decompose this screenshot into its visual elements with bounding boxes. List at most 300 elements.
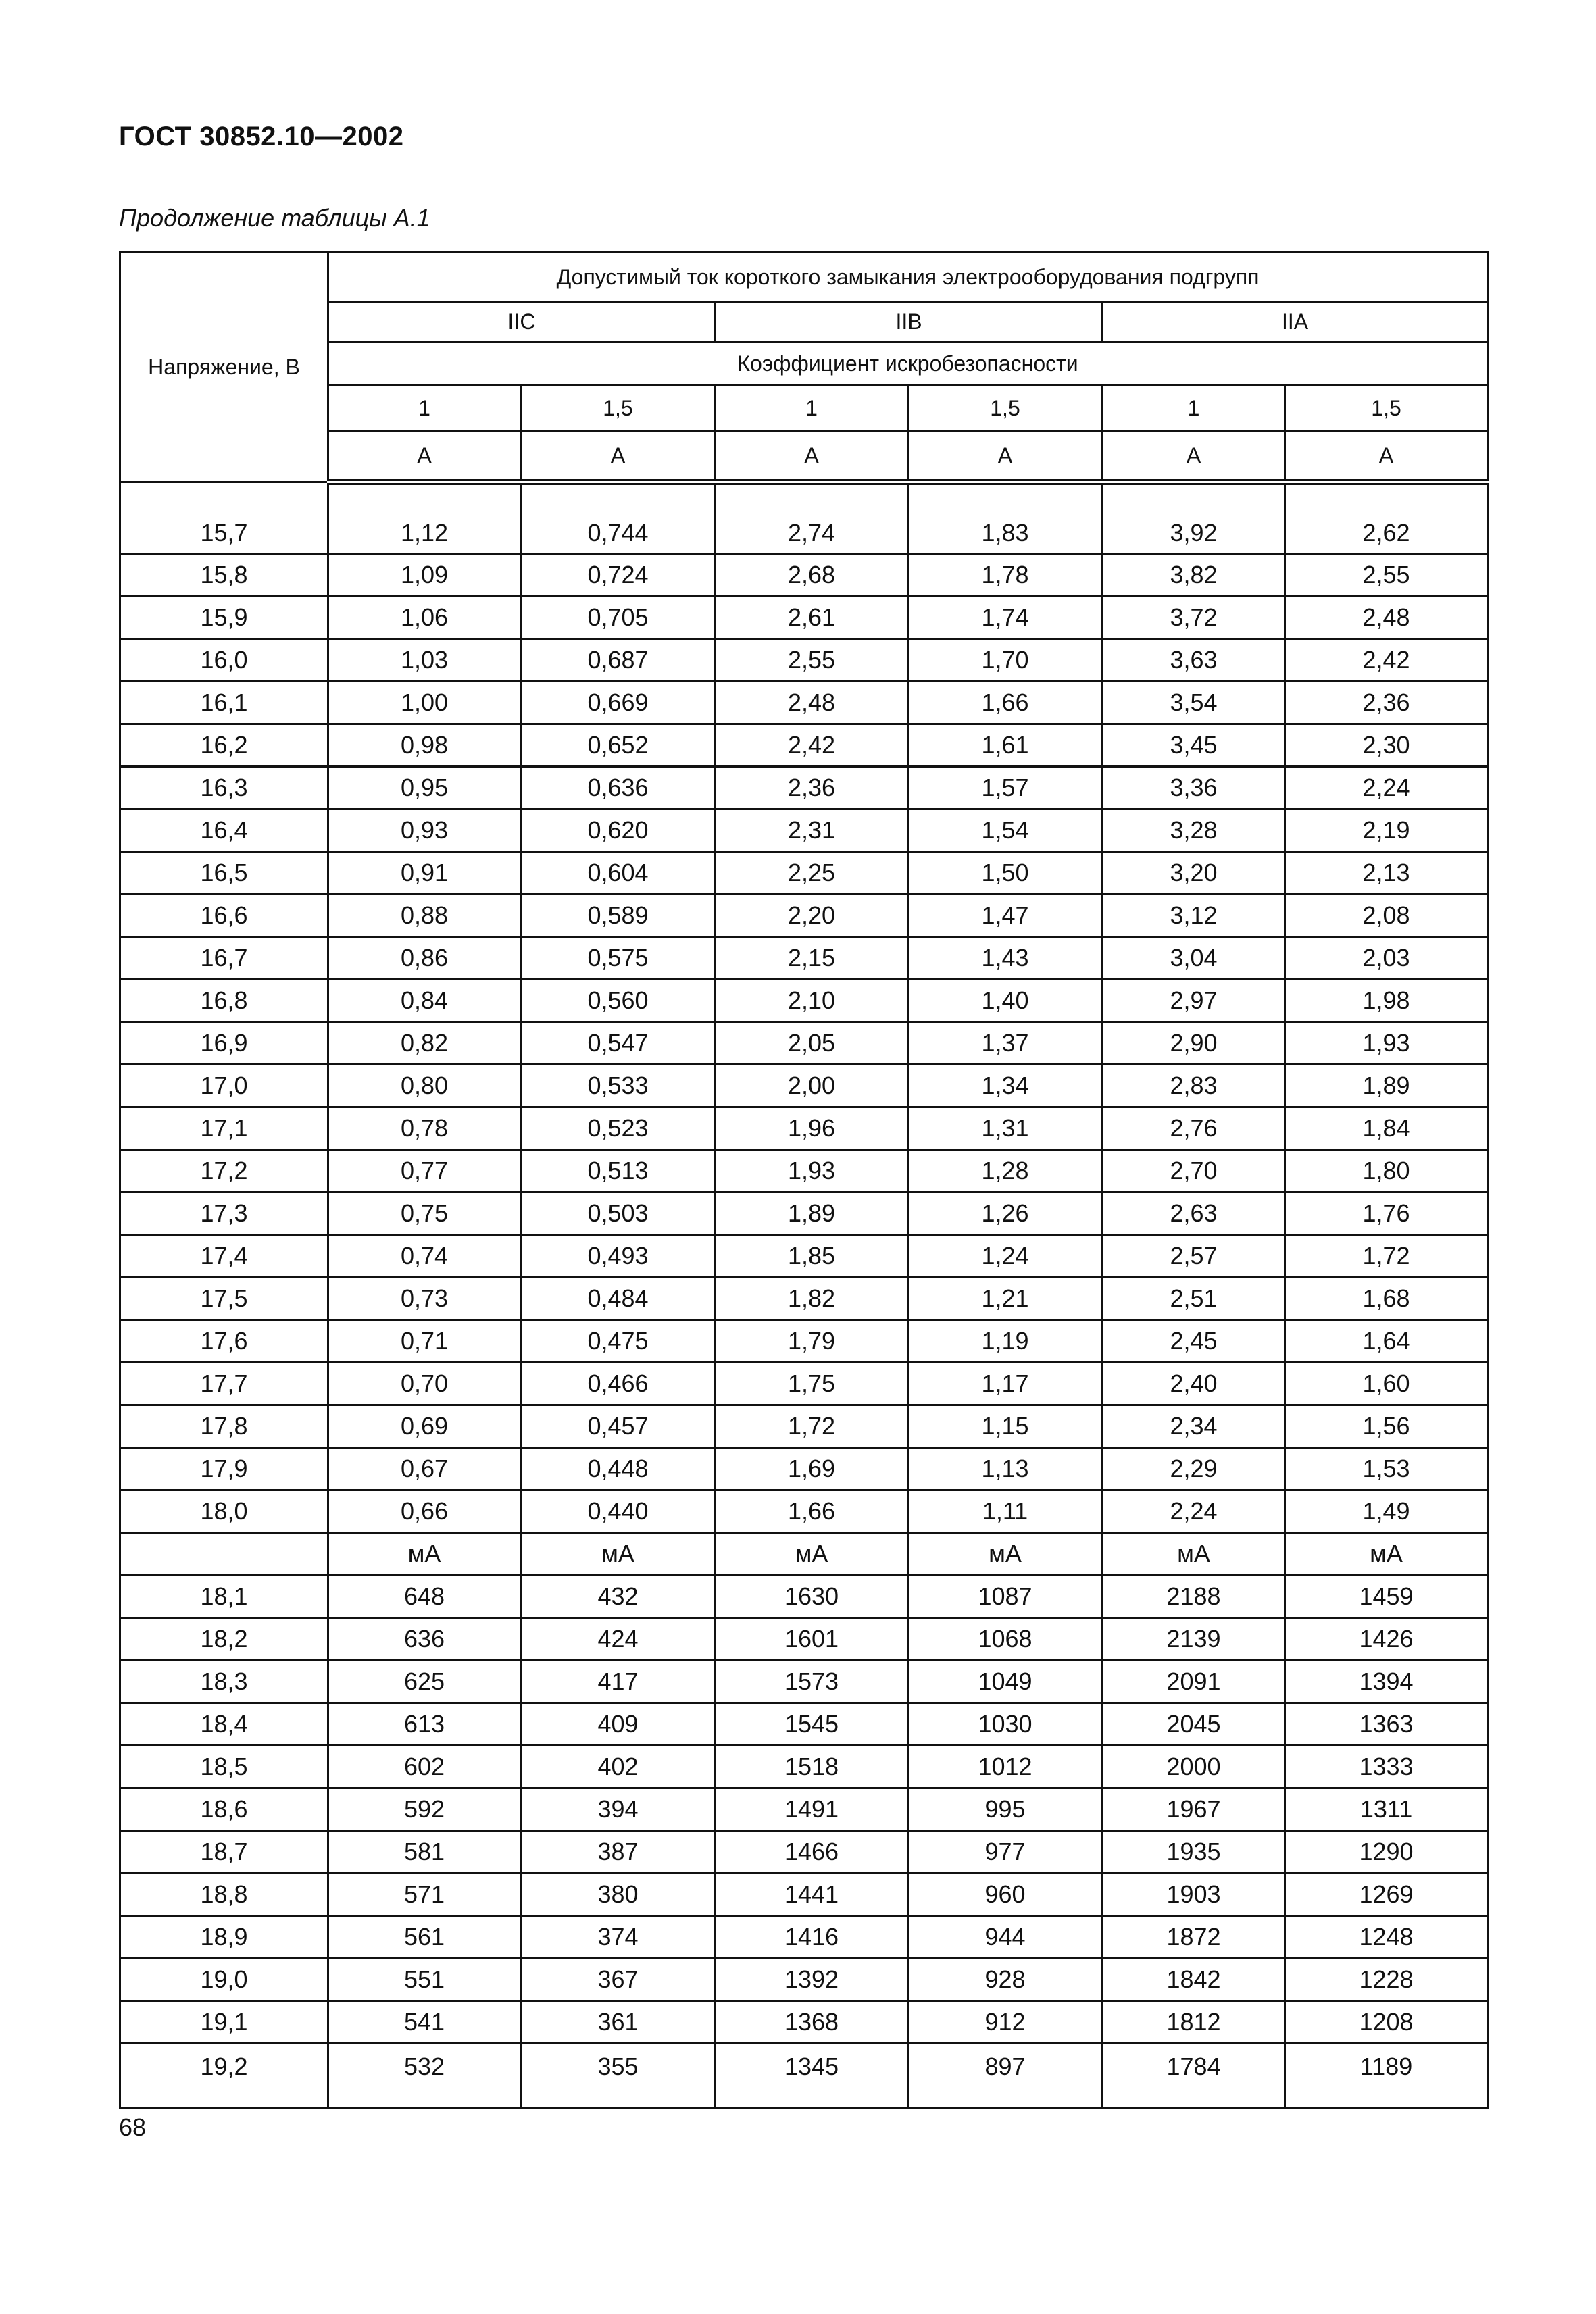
group-header-iic: IIC xyxy=(328,302,716,342)
current-cell: 928 xyxy=(908,1959,1103,2001)
current-cell: 0,75 xyxy=(328,1192,521,1235)
current-cell: 1,75 xyxy=(716,1363,908,1405)
current-cell: 1416 xyxy=(716,1916,908,1959)
table-row xyxy=(120,1576,1488,1618)
current-cell: 960 xyxy=(908,1873,1103,1916)
current-cell: 0,636 xyxy=(521,767,716,809)
current-cell: 1,66 xyxy=(908,682,1103,724)
current-cell: 1,74 xyxy=(908,597,1103,639)
current-cell: 1,56 xyxy=(1285,1405,1488,1448)
current-cell: 3,45 xyxy=(1103,724,1285,767)
current-cell: 1630 xyxy=(716,1576,908,1618)
current-cell: 0,93 xyxy=(328,809,521,852)
current-cell: 1,76 xyxy=(1285,1192,1488,1235)
current-cell: 561 xyxy=(328,1916,521,1959)
current-cell: 1345 xyxy=(716,2044,908,2108)
table-row xyxy=(120,1746,1488,1788)
table-row xyxy=(120,1703,1488,1746)
table-row xyxy=(120,1278,1488,1320)
voltage-column-header: Напряжение, В xyxy=(120,253,328,482)
table-row xyxy=(120,1959,1488,2001)
current-cell: 1189 xyxy=(1285,2044,1488,2108)
voltage-cell: 18,7 xyxy=(120,1831,328,1873)
current-cell: 1,98 xyxy=(1285,980,1488,1022)
voltage-cell: 17,8 xyxy=(120,1405,328,1448)
current-cell: 1935 xyxy=(1103,1831,1285,1873)
current-cell: 1,85 xyxy=(716,1235,908,1278)
current-cell: 2188 xyxy=(1103,1576,1285,1618)
current-cell: 1,60 xyxy=(1285,1363,1488,1405)
current-cell: 1208 xyxy=(1285,2001,1488,2044)
voltage-cell: 16,7 xyxy=(120,937,328,980)
table-row xyxy=(120,2044,1488,2108)
voltage-cell: 16,3 xyxy=(120,767,328,809)
current-cell: 3,36 xyxy=(1103,767,1285,809)
current-cell: 3,12 xyxy=(1103,895,1285,937)
current-cell: 2,25 xyxy=(716,852,908,895)
current-cell: 2091 xyxy=(1103,1661,1285,1703)
current-cell: мА xyxy=(716,1533,908,1576)
current-cell: 581 xyxy=(328,1831,521,1873)
current-cell: 1,28 xyxy=(908,1150,1103,1192)
current-cell: 361 xyxy=(521,2001,716,2044)
current-cell: 0,620 xyxy=(521,809,716,852)
current-cell: 1,37 xyxy=(908,1022,1103,1065)
current-cell: 409 xyxy=(521,1703,716,1746)
current-table xyxy=(119,251,1489,2109)
current-cell: 0,71 xyxy=(328,1320,521,1363)
current-cell: 1,49 xyxy=(1285,1490,1488,1533)
current-cell: 1967 xyxy=(1103,1788,1285,1831)
current-cell: 2,90 xyxy=(1103,1022,1285,1065)
current-cell: 2,42 xyxy=(1285,639,1488,682)
current-cell: 2,48 xyxy=(716,682,908,724)
voltage-cell: 18,8 xyxy=(120,1873,328,1916)
current-cell: 2,83 xyxy=(1103,1065,1285,1107)
current-cell: 2,00 xyxy=(716,1065,908,1107)
voltage-cell: 16,0 xyxy=(120,639,328,682)
current-cell: 1,66 xyxy=(716,1490,908,1533)
voltage-cell: 17,7 xyxy=(120,1363,328,1405)
current-cell: 2,70 xyxy=(1103,1150,1285,1192)
current-cell: 1784 xyxy=(1103,2044,1285,2108)
current-cell: 0,493 xyxy=(521,1235,716,1278)
table-caption: Продолжение таблицы А.1 xyxy=(119,204,430,232)
current-cell: 1068 xyxy=(908,1618,1103,1661)
voltage-cell: 18,4 xyxy=(120,1703,328,1746)
current-cell: 0,484 xyxy=(521,1278,716,1320)
voltage-cell: 18,0 xyxy=(120,1490,328,1533)
voltage-cell: 17,6 xyxy=(120,1320,328,1363)
voltage-cell: 17,5 xyxy=(120,1278,328,1320)
current-cell: 1441 xyxy=(716,1873,908,1916)
voltage-cell: 15,9 xyxy=(120,597,328,639)
voltage-cell: 18,3 xyxy=(120,1661,328,1703)
current-cell: 402 xyxy=(521,1746,716,1788)
current-cell: 2,55 xyxy=(716,639,908,682)
current-cell: 1601 xyxy=(716,1618,908,1661)
current-cell: 2,24 xyxy=(1285,767,1488,809)
current-cell: 1,19 xyxy=(908,1320,1103,1363)
current-cell: 0,80 xyxy=(328,1065,521,1107)
current-cell: 1,26 xyxy=(908,1192,1103,1235)
current-cell: 2,15 xyxy=(716,937,908,980)
coefficient-value: 1,5 xyxy=(908,386,1103,431)
current-cell: 0,575 xyxy=(521,937,716,980)
current-cell: 2,29 xyxy=(1103,1448,1285,1490)
current-cell: 0,724 xyxy=(521,554,716,597)
current-cell: мА xyxy=(521,1533,716,1576)
current-cell: мА xyxy=(1285,1533,1488,1576)
current-cell: 1,50 xyxy=(908,852,1103,895)
current-cell: 380 xyxy=(521,1873,716,1916)
current-cell: 1,82 xyxy=(716,1278,908,1320)
current-cell: 0,744 xyxy=(521,482,716,554)
current-cell: 1,00 xyxy=(328,682,521,724)
current-cell: 995 xyxy=(908,1788,1103,1831)
table-row xyxy=(120,1192,1488,1235)
current-cell: 2,31 xyxy=(716,809,908,852)
voltage-cell: 16,6 xyxy=(120,895,328,937)
current-cell: 636 xyxy=(328,1618,521,1661)
current-cell: 3,63 xyxy=(1103,639,1285,682)
unit-cell: А xyxy=(328,431,521,482)
current-cell: 1228 xyxy=(1285,1959,1488,2001)
current-cell: 1491 xyxy=(716,1788,908,1831)
unit-cell: А xyxy=(908,431,1103,482)
current-cell: 417 xyxy=(521,1661,716,1703)
table-row xyxy=(120,482,1488,554)
table-row xyxy=(120,1320,1488,1363)
page-number: 68 xyxy=(119,2113,147,2141)
current-cell: 355 xyxy=(521,2044,716,2108)
current-cell: 0,513 xyxy=(521,1150,716,1192)
current-cell: 0,74 xyxy=(328,1235,521,1278)
current-cell: 551 xyxy=(328,1959,521,2001)
current-cell: мА xyxy=(908,1533,1103,1576)
current-cell: 1,84 xyxy=(1285,1107,1488,1150)
header-row-current xyxy=(120,253,1488,302)
current-cell: 0,69 xyxy=(328,1405,521,1448)
current-cell: 0,503 xyxy=(521,1192,716,1235)
current-cell: 1269 xyxy=(1285,1873,1488,1916)
voltage-cell: 19,1 xyxy=(120,2001,328,2044)
current-cell: 1,57 xyxy=(908,767,1103,809)
current-cell: 1,09 xyxy=(328,554,521,597)
current-cell: 2,76 xyxy=(1103,1107,1285,1150)
current-cell: 432 xyxy=(521,1576,716,1618)
current-cell: 1,64 xyxy=(1285,1320,1488,1363)
current-cell: 1311 xyxy=(1285,1788,1488,1831)
voltage-cell: 17,2 xyxy=(120,1150,328,1192)
current-cell: 1,79 xyxy=(716,1320,908,1363)
current-cell: 1,61 xyxy=(908,724,1103,767)
current-cell: 2,97 xyxy=(1103,980,1285,1022)
table-row xyxy=(120,1405,1488,1448)
current-cell: 2,48 xyxy=(1285,597,1488,639)
table-row xyxy=(120,1618,1488,1661)
voltage-cell: 19,2 xyxy=(120,2044,328,2108)
current-cell: 2,63 xyxy=(1103,1192,1285,1235)
current-cell: 1,89 xyxy=(1285,1065,1488,1107)
current-cell: 1363 xyxy=(1285,1703,1488,1746)
current-cell: 424 xyxy=(521,1618,716,1661)
current-cell: 2,51 xyxy=(1103,1278,1285,1320)
current-cell: 1,03 xyxy=(328,639,521,682)
current-cell: 625 xyxy=(328,1661,521,1703)
current-cell: 1903 xyxy=(1103,1873,1285,1916)
group-header-iib: IIB xyxy=(716,302,1103,342)
current-cell: 602 xyxy=(328,1746,521,1788)
current-cell: 0,70 xyxy=(328,1363,521,1405)
current-cell: 0,475 xyxy=(521,1320,716,1363)
voltage-cell xyxy=(120,1533,328,1576)
current-cell: 571 xyxy=(328,1873,521,1916)
current-cell: 1872 xyxy=(1103,1916,1285,1959)
current-cell: 3,72 xyxy=(1103,597,1285,639)
current-cell: 1812 xyxy=(1103,2001,1285,2044)
current-cell: 0,589 xyxy=(521,895,716,937)
current-cell: 1,69 xyxy=(716,1448,908,1490)
current-cell: 1030 xyxy=(908,1703,1103,1746)
current-cell: 1333 xyxy=(1285,1746,1488,1788)
current-cell: 3,92 xyxy=(1103,482,1285,554)
current-cell: 0,95 xyxy=(328,767,521,809)
current-cell: 1,34 xyxy=(908,1065,1103,1107)
table-row xyxy=(120,767,1488,809)
current-cell: 2,36 xyxy=(716,767,908,809)
current-cell: 3,20 xyxy=(1103,852,1285,895)
voltage-cell: 16,4 xyxy=(120,809,328,852)
coefficient-value: 1 xyxy=(328,386,521,431)
current-cell: 613 xyxy=(328,1703,521,1746)
current-cell: 1,11 xyxy=(908,1490,1103,1533)
current-cell: 1,89 xyxy=(716,1192,908,1235)
current-cell: 1459 xyxy=(1285,1576,1488,1618)
coefficient-header: Коэффициент искробезопасности xyxy=(328,342,1488,386)
current-cell: 1466 xyxy=(716,1831,908,1873)
coefficient-value: 1 xyxy=(1103,386,1285,431)
coefficient-value: 1,5 xyxy=(521,386,716,431)
current-cell: 1,93 xyxy=(1285,1022,1488,1065)
current-cell: 897 xyxy=(908,2044,1103,2108)
current-cell: 2,08 xyxy=(1285,895,1488,937)
current-cell: 1,53 xyxy=(1285,1448,1488,1490)
current-cell: 1248 xyxy=(1285,1916,1488,1959)
current-cell: 1518 xyxy=(716,1746,908,1788)
voltage-cell: 18,6 xyxy=(120,1788,328,1831)
current-cell: 2,61 xyxy=(716,597,908,639)
current-cell: 2,24 xyxy=(1103,1490,1285,1533)
current-cell: 977 xyxy=(908,1831,1103,1873)
current-cell: 2,34 xyxy=(1103,1405,1285,1448)
current-cell: 2139 xyxy=(1103,1618,1285,1661)
current-cell: 1,21 xyxy=(908,1278,1103,1320)
current-cell: 0,547 xyxy=(521,1022,716,1065)
table-row xyxy=(120,1235,1488,1278)
current-cell: 0,440 xyxy=(521,1490,716,1533)
current-cell: 1290 xyxy=(1285,1831,1488,1873)
voltage-cell: 19,0 xyxy=(120,1959,328,2001)
table-row xyxy=(120,1448,1488,1490)
current-cell: 1,72 xyxy=(716,1405,908,1448)
current-cell: 1573 xyxy=(716,1661,908,1703)
current-cell: 0,652 xyxy=(521,724,716,767)
voltage-cell: 15,8 xyxy=(120,554,328,597)
voltage-cell: 16,9 xyxy=(120,1022,328,1065)
current-cell: мА xyxy=(328,1533,521,1576)
unit-cell: А xyxy=(1103,431,1285,482)
current-cell: 2,62 xyxy=(1285,482,1488,554)
current-cell: 1368 xyxy=(716,2001,908,2044)
current-cell: 1842 xyxy=(1103,1959,1285,2001)
current-cell: 2045 xyxy=(1103,1703,1285,1746)
current-cell: 2000 xyxy=(1103,1746,1285,1788)
current-cell: 0,88 xyxy=(328,895,521,937)
voltage-cell: 17,0 xyxy=(120,1065,328,1107)
table-row xyxy=(120,597,1488,639)
current-cell: 1394 xyxy=(1285,1661,1488,1703)
coefficient-value: 1,5 xyxy=(1285,386,1488,431)
current-cell: 0,457 xyxy=(521,1405,716,1448)
voltage-cell: 17,4 xyxy=(120,1235,328,1278)
table-row xyxy=(120,682,1488,724)
table-row xyxy=(120,809,1488,852)
current-cell: 2,10 xyxy=(716,980,908,1022)
table-row xyxy=(120,1788,1488,1831)
current-cell: 1392 xyxy=(716,1959,908,2001)
table-row xyxy=(120,1490,1488,1533)
current-cell: 1426 xyxy=(1285,1618,1488,1661)
table-row xyxy=(120,1065,1488,1107)
unit-cell: А xyxy=(716,431,908,482)
table-row xyxy=(120,724,1488,767)
table-row xyxy=(120,1150,1488,1192)
current-cell: 912 xyxy=(908,2001,1103,2044)
current-cell: 1,83 xyxy=(908,482,1103,554)
voltage-cell: 18,2 xyxy=(120,1618,328,1661)
current-cell: 1,06 xyxy=(328,597,521,639)
current-cell: 3,28 xyxy=(1103,809,1285,852)
current-cell: 0,533 xyxy=(521,1065,716,1107)
current-cell: 2,55 xyxy=(1285,554,1488,597)
voltage-cell: 18,9 xyxy=(120,1916,328,1959)
current-cell: 1,12 xyxy=(328,482,521,554)
table-row xyxy=(120,1363,1488,1405)
current-cell: 1049 xyxy=(908,1661,1103,1703)
table-row xyxy=(120,1916,1488,1959)
current-cell: 387 xyxy=(521,1831,716,1873)
current-cell: 2,57 xyxy=(1103,1235,1285,1278)
table-row xyxy=(120,980,1488,1022)
current-cell: 1,78 xyxy=(908,554,1103,597)
voltage-cell: 17,9 xyxy=(120,1448,328,1490)
group-header-iia: IIA xyxy=(1103,302,1488,342)
current-cell: 394 xyxy=(521,1788,716,1831)
unit-cell: А xyxy=(521,431,716,482)
current-cell: 944 xyxy=(908,1916,1103,1959)
current-cell: 2,74 xyxy=(716,482,908,554)
current-cell: 3,82 xyxy=(1103,554,1285,597)
current-cell: 0,91 xyxy=(328,852,521,895)
current-cell: 0,705 xyxy=(521,597,716,639)
current-cell: 1,13 xyxy=(908,1448,1103,1490)
current-cell: 0,78 xyxy=(328,1107,521,1150)
table-row xyxy=(120,852,1488,895)
current-cell: 3,04 xyxy=(1103,937,1285,980)
table-row xyxy=(120,895,1488,937)
current-cell: 0,466 xyxy=(521,1363,716,1405)
current-cell: 648 xyxy=(328,1576,521,1618)
current-cell: 1,47 xyxy=(908,895,1103,937)
current-cell: 1,70 xyxy=(908,639,1103,682)
voltage-cell: 18,5 xyxy=(120,1746,328,1788)
current-cell: 0,98 xyxy=(328,724,521,767)
current-cell: 0,448 xyxy=(521,1448,716,1490)
current-cell: 1,15 xyxy=(908,1405,1103,1448)
current-cell: 2,36 xyxy=(1285,682,1488,724)
current-cell: 2,30 xyxy=(1285,724,1488,767)
voltage-cell: 16,1 xyxy=(120,682,328,724)
table-row xyxy=(120,937,1488,980)
current-cell: 2,05 xyxy=(716,1022,908,1065)
current-cell: 2,45 xyxy=(1103,1320,1285,1363)
current-cell: 1087 xyxy=(908,1576,1103,1618)
current-cell: 2,13 xyxy=(1285,852,1488,895)
current-cell: 1,40 xyxy=(908,980,1103,1022)
current-cell: 0,669 xyxy=(521,682,716,724)
table-row xyxy=(120,1831,1488,1873)
table-row xyxy=(120,1107,1488,1150)
voltage-cell: 18,1 xyxy=(120,1576,328,1618)
current-cell: 1,68 xyxy=(1285,1278,1488,1320)
current-header: Допустимый ток короткого замыкания электрооборудования подгрупп xyxy=(328,253,1488,302)
current-cell: 0,82 xyxy=(328,1022,521,1065)
current-cell: 1,24 xyxy=(908,1235,1103,1278)
current-cell: 3,54 xyxy=(1103,682,1285,724)
table-row xyxy=(120,1661,1488,1703)
voltage-cell: 17,1 xyxy=(120,1107,328,1150)
unit-cell: А xyxy=(1285,431,1488,482)
current-cell: 0,560 xyxy=(521,980,716,1022)
current-cell: 0,77 xyxy=(328,1150,521,1192)
current-cell: 1,93 xyxy=(716,1150,908,1192)
current-cell: 0,73 xyxy=(328,1278,521,1320)
current-cell: 2,20 xyxy=(716,895,908,937)
current-cell: 0,84 xyxy=(328,980,521,1022)
current-cell: 0,86 xyxy=(328,937,521,980)
current-cell: 0,604 xyxy=(521,852,716,895)
current-cell: 2,42 xyxy=(716,724,908,767)
current-cell: 1012 xyxy=(908,1746,1103,1788)
current-cell: 0,687 xyxy=(521,639,716,682)
current-cell: 1545 xyxy=(716,1703,908,1746)
current-cell: 1,43 xyxy=(908,937,1103,980)
table-row xyxy=(120,2001,1488,2044)
current-cell: 374 xyxy=(521,1916,716,1959)
table-row xyxy=(120,1022,1488,1065)
current-cell: 0,523 xyxy=(521,1107,716,1150)
voltage-cell: 17,3 xyxy=(120,1192,328,1235)
current-cell: мА xyxy=(1103,1533,1285,1576)
current-cell: 1,72 xyxy=(1285,1235,1488,1278)
current-cell: 532 xyxy=(328,2044,521,2108)
current-cell: 1,17 xyxy=(908,1363,1103,1405)
voltage-cell: 16,5 xyxy=(120,852,328,895)
coefficient-value: 1 xyxy=(716,386,908,431)
current-cell: 592 xyxy=(328,1788,521,1831)
current-cell: 2,68 xyxy=(716,554,908,597)
